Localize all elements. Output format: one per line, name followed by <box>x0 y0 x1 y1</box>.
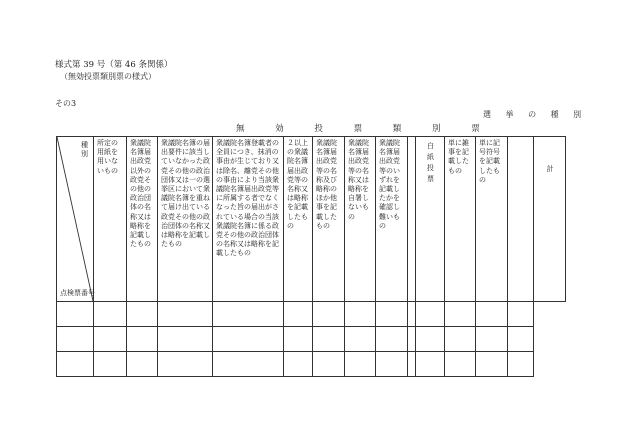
column-header-blank <box>408 137 416 302</box>
table-cell <box>376 352 408 377</box>
table-cell <box>57 302 94 327</box>
table-cell <box>158 302 213 327</box>
form-subtitle: （無効投票類別票の様式） <box>60 72 156 81</box>
table-cell <box>158 352 213 377</box>
table-cell <box>313 302 345 327</box>
table-cell <box>313 327 345 352</box>
table-cell <box>416 302 445 327</box>
diagonal-header-cell <box>57 137 94 302</box>
table-cell <box>445 327 476 352</box>
table-cell <box>57 327 94 352</box>
column-header: 衆議院名簿の届出要件に該当していなかった政党その他の政治団体又は一の選挙区において衆議院名簿を重ねて届け出ている政党その他の政治団体の名称又は略称を記載したもの <box>158 137 213 302</box>
table-cell <box>284 352 313 377</box>
column-header-blank <box>508 137 534 302</box>
diagonal-line <box>57 137 93 301</box>
table-cell <box>94 352 127 377</box>
table-cell <box>127 302 158 327</box>
table-cell <box>213 352 284 377</box>
column-header-blank-vote: 白紙投票 <box>416 137 445 302</box>
table-cell <box>213 302 284 327</box>
table-cell <box>508 327 534 352</box>
column-header: 単に記号符号を記載したもの <box>476 137 508 302</box>
table-cell <box>416 327 445 352</box>
table-cell <box>57 352 94 377</box>
column-header: 衆議院名簿登載者の全員につき、抹消の事由が生じており又は除名、離党その他の事由により当該衆議院名簿届出政党等に所属する者でなくなった旨の届出がされている場合の当該衆議院名簿に係る政党その他の政治団体の名称又は略称を記載したもの <box>213 137 284 302</box>
form-title: 無 効 投 票 類 別 票 <box>236 124 494 134</box>
table-cell <box>476 327 508 352</box>
table-cell <box>376 302 408 327</box>
header-row <box>57 137 566 302</box>
table-cell <box>445 302 476 327</box>
table-cell <box>408 302 416 327</box>
form-number: 様式第 39 号（第 46 条関係） <box>55 60 173 70</box>
column-header: 衆議院名簿届出政党以外の政党その他の政治団体の名称又は略称を記載したもの <box>127 137 158 302</box>
column-header: 衆議院名簿届出政党等の名称及び略称のほか他事を記載したもの <box>313 137 345 302</box>
part-label: その3 <box>55 99 77 108</box>
table-cell <box>127 327 158 352</box>
table-cell <box>313 352 345 377</box>
kind-label: 種別 <box>81 141 88 158</box>
table-cell <box>158 327 213 352</box>
table-cell <box>408 327 416 352</box>
table-cell <box>213 327 284 352</box>
table-cell <box>345 352 376 377</box>
table-cell <box>127 352 158 377</box>
column-header-total: 計 <box>534 137 566 302</box>
column-header: 所定の用紙を用いないもの <box>94 137 127 302</box>
table-cell <box>345 302 376 327</box>
table-row <box>57 352 566 377</box>
table-cell <box>445 352 476 377</box>
table-row <box>57 302 566 327</box>
column-header: 単に雑事を記載したもの <box>445 137 476 302</box>
table-cell <box>284 327 313 352</box>
table-cell <box>508 352 534 377</box>
table-cell <box>376 327 408 352</box>
table-cell <box>94 302 127 327</box>
classification-table <box>56 136 566 377</box>
inspection-slip-number-label: 点検票番号 <box>60 289 95 297</box>
column-header: ２以上の衆議院名簿届出政党等の名称又は略称を記載したもの <box>284 137 313 302</box>
table-cell <box>408 352 416 377</box>
table-row <box>57 327 566 352</box>
column-header: 衆議院名簿届出政党等のいずれを記載したかを確認し難いもの <box>376 137 408 302</box>
table-cell <box>94 327 127 352</box>
table-cell <box>416 352 445 377</box>
table-cell <box>476 352 508 377</box>
table-cell <box>284 302 313 327</box>
table-cell <box>345 327 376 352</box>
table-cell <box>476 302 508 327</box>
election-type-label: 選 挙 の 種 別 <box>483 110 588 119</box>
column-header: 衆議院名簿届出政党等の名称又は略称を自署しないもの <box>345 137 376 302</box>
table-cell <box>508 302 534 327</box>
